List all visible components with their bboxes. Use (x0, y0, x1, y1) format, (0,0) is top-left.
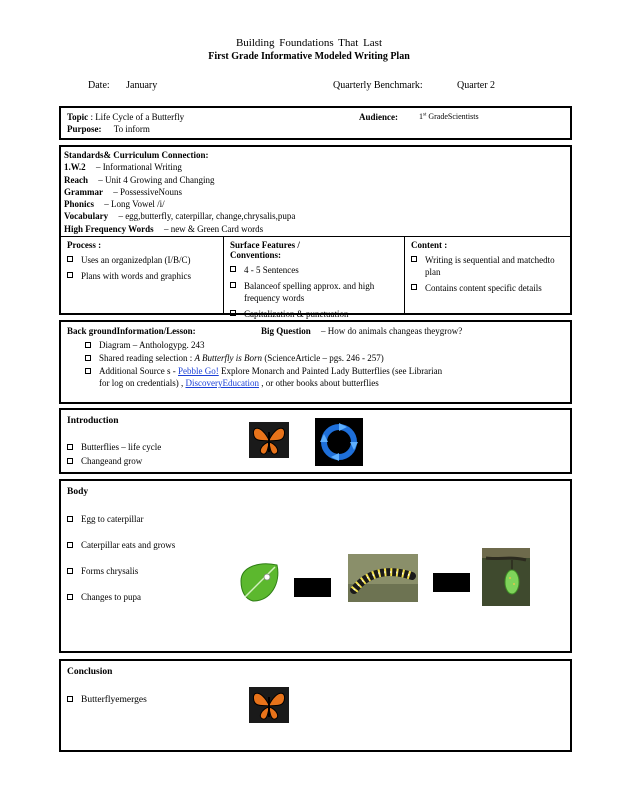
surface-heading: Surface Features / (230, 240, 300, 250)
standard-row (64, 161, 569, 173)
standard-label: Grammar (64, 186, 103, 197)
criteria-item: Plans with words and graphics (67, 270, 217, 282)
surface-column (223, 237, 404, 319)
topic-label: Topic (67, 112, 89, 122)
body-item: Forms chrysalis (67, 566, 138, 576)
criteria-item: 4 - 5 Sentences (230, 264, 398, 276)
redacted-arrow-block (294, 578, 331, 597)
background-item-diagram: Diagram – Anthologypg. 243 (85, 340, 205, 350)
criteria-item: Capitalization & punctuation (230, 308, 398, 320)
standard-label: Vocabulary (64, 211, 109, 222)
standard-row (64, 223, 569, 235)
standard-value: – Informational Writing (95, 162, 182, 173)
topic-value: : Life Cycle of a Butterfly (90, 112, 185, 122)
standard-label: 1.W.2 (64, 162, 86, 173)
standard-row (64, 210, 569, 222)
butterfly-icon (249, 422, 289, 458)
criteria-item: Balanceof spelling approx. and high frequency words (230, 280, 398, 304)
standard-value: – egg,butterfly, caterpillar, change,chrysalis,pupa (118, 211, 296, 222)
big-question-text: – How do animals changeas theygrow? (321, 326, 463, 336)
date-value: January (126, 80, 158, 91)
topic-box (59, 106, 572, 140)
audience-value: 1st GradeScientists (419, 112, 479, 121)
standard-row (64, 186, 569, 198)
butterfly-icon (249, 687, 289, 723)
introduction-heading: Introduction (67, 416, 119, 426)
audience-label: Audience: (359, 112, 398, 122)
caterpillar-icon (348, 554, 418, 602)
redacted-arrow-block (433, 573, 470, 592)
body-heading: Body (67, 487, 89, 497)
standard-row (64, 174, 569, 186)
purpose-value: To inform (113, 124, 150, 134)
conventions-heading: Conventions: (230, 250, 282, 260)
standards-heading: Standards& Curriculum Connection: (64, 150, 209, 160)
content-column (404, 237, 570, 314)
criteria-columns (61, 236, 570, 319)
background-item-sources: Additional Source s - Pebble Go! Explore Monarch and Painted Lady Butterflies (see Librarian (85, 366, 442, 376)
criteria-item: Writing is sequential and matchedto plan (411, 254, 564, 278)
standard-value: – PossessiveNouns (113, 186, 182, 197)
introduction-box (59, 408, 572, 474)
background-item-reading: Shared reading selection : A Butterfly is Born (ScienceArticle – pgs. 246 - 257) (85, 353, 384, 363)
standard-value: – Unit 4 Growing and Changing (98, 174, 215, 185)
body-item: Caterpillar eats and grows (67, 540, 175, 550)
process-heading: Process : (67, 240, 102, 250)
standard-label: Phonics (64, 199, 95, 210)
background-box (59, 320, 572, 404)
chrysalis-icon (482, 548, 530, 606)
document-subtitle: First Grade Informative Modeled Writing Plan (208, 51, 410, 62)
leaf-egg-icon (237, 559, 283, 605)
criteria-item: Contains content specific details (411, 282, 564, 294)
criteria-item: Uses an organizedplan (I/B/C) (67, 254, 217, 266)
background-item-sources-cont: for log on credentials) , DiscoveryEducation , or other books about butterflies (99, 378, 379, 388)
process-column (61, 237, 223, 314)
body-item: Egg to caterpillar (67, 514, 143, 524)
body-item: Changes to pupa (67, 592, 141, 602)
big-question-label: Big Question (261, 326, 311, 336)
date-label: Date: (88, 80, 110, 91)
intro-item: Changeand grow (67, 456, 142, 466)
body-box (59, 479, 572, 653)
cycle-arrows-icon (315, 418, 363, 466)
content-heading: Content : (411, 240, 448, 250)
conclusion-item: Butterflyemerges (67, 695, 147, 705)
background-heading: Back groundInformation/Lesson: (67, 326, 196, 336)
conclusion-box (59, 659, 572, 752)
discovery-education-link[interactable]: DiscoveryEducation (185, 378, 259, 388)
standard-label: Reach (64, 174, 88, 185)
standard-value: – Long Vowel /i/ (104, 199, 165, 210)
benchmark-label: Quarterly Benchmark: (333, 80, 423, 91)
purpose-label: Purpose: (67, 124, 102, 134)
standards-box (59, 145, 572, 319)
conclusion-heading: Conclusion (67, 667, 113, 677)
date-row (88, 80, 157, 91)
document-title: Building Foundations That Last (235, 37, 383, 49)
standard-label: High Frequency Words (64, 223, 154, 234)
standard-value: – new & Green Card words (163, 223, 264, 234)
intro-item: Butterflies – life cycle (67, 442, 161, 452)
standard-row (64, 198, 569, 210)
benchmark-value: Quarter 2 (457, 80, 496, 91)
pebble-go-link[interactable]: Pebble Go! (178, 366, 219, 376)
